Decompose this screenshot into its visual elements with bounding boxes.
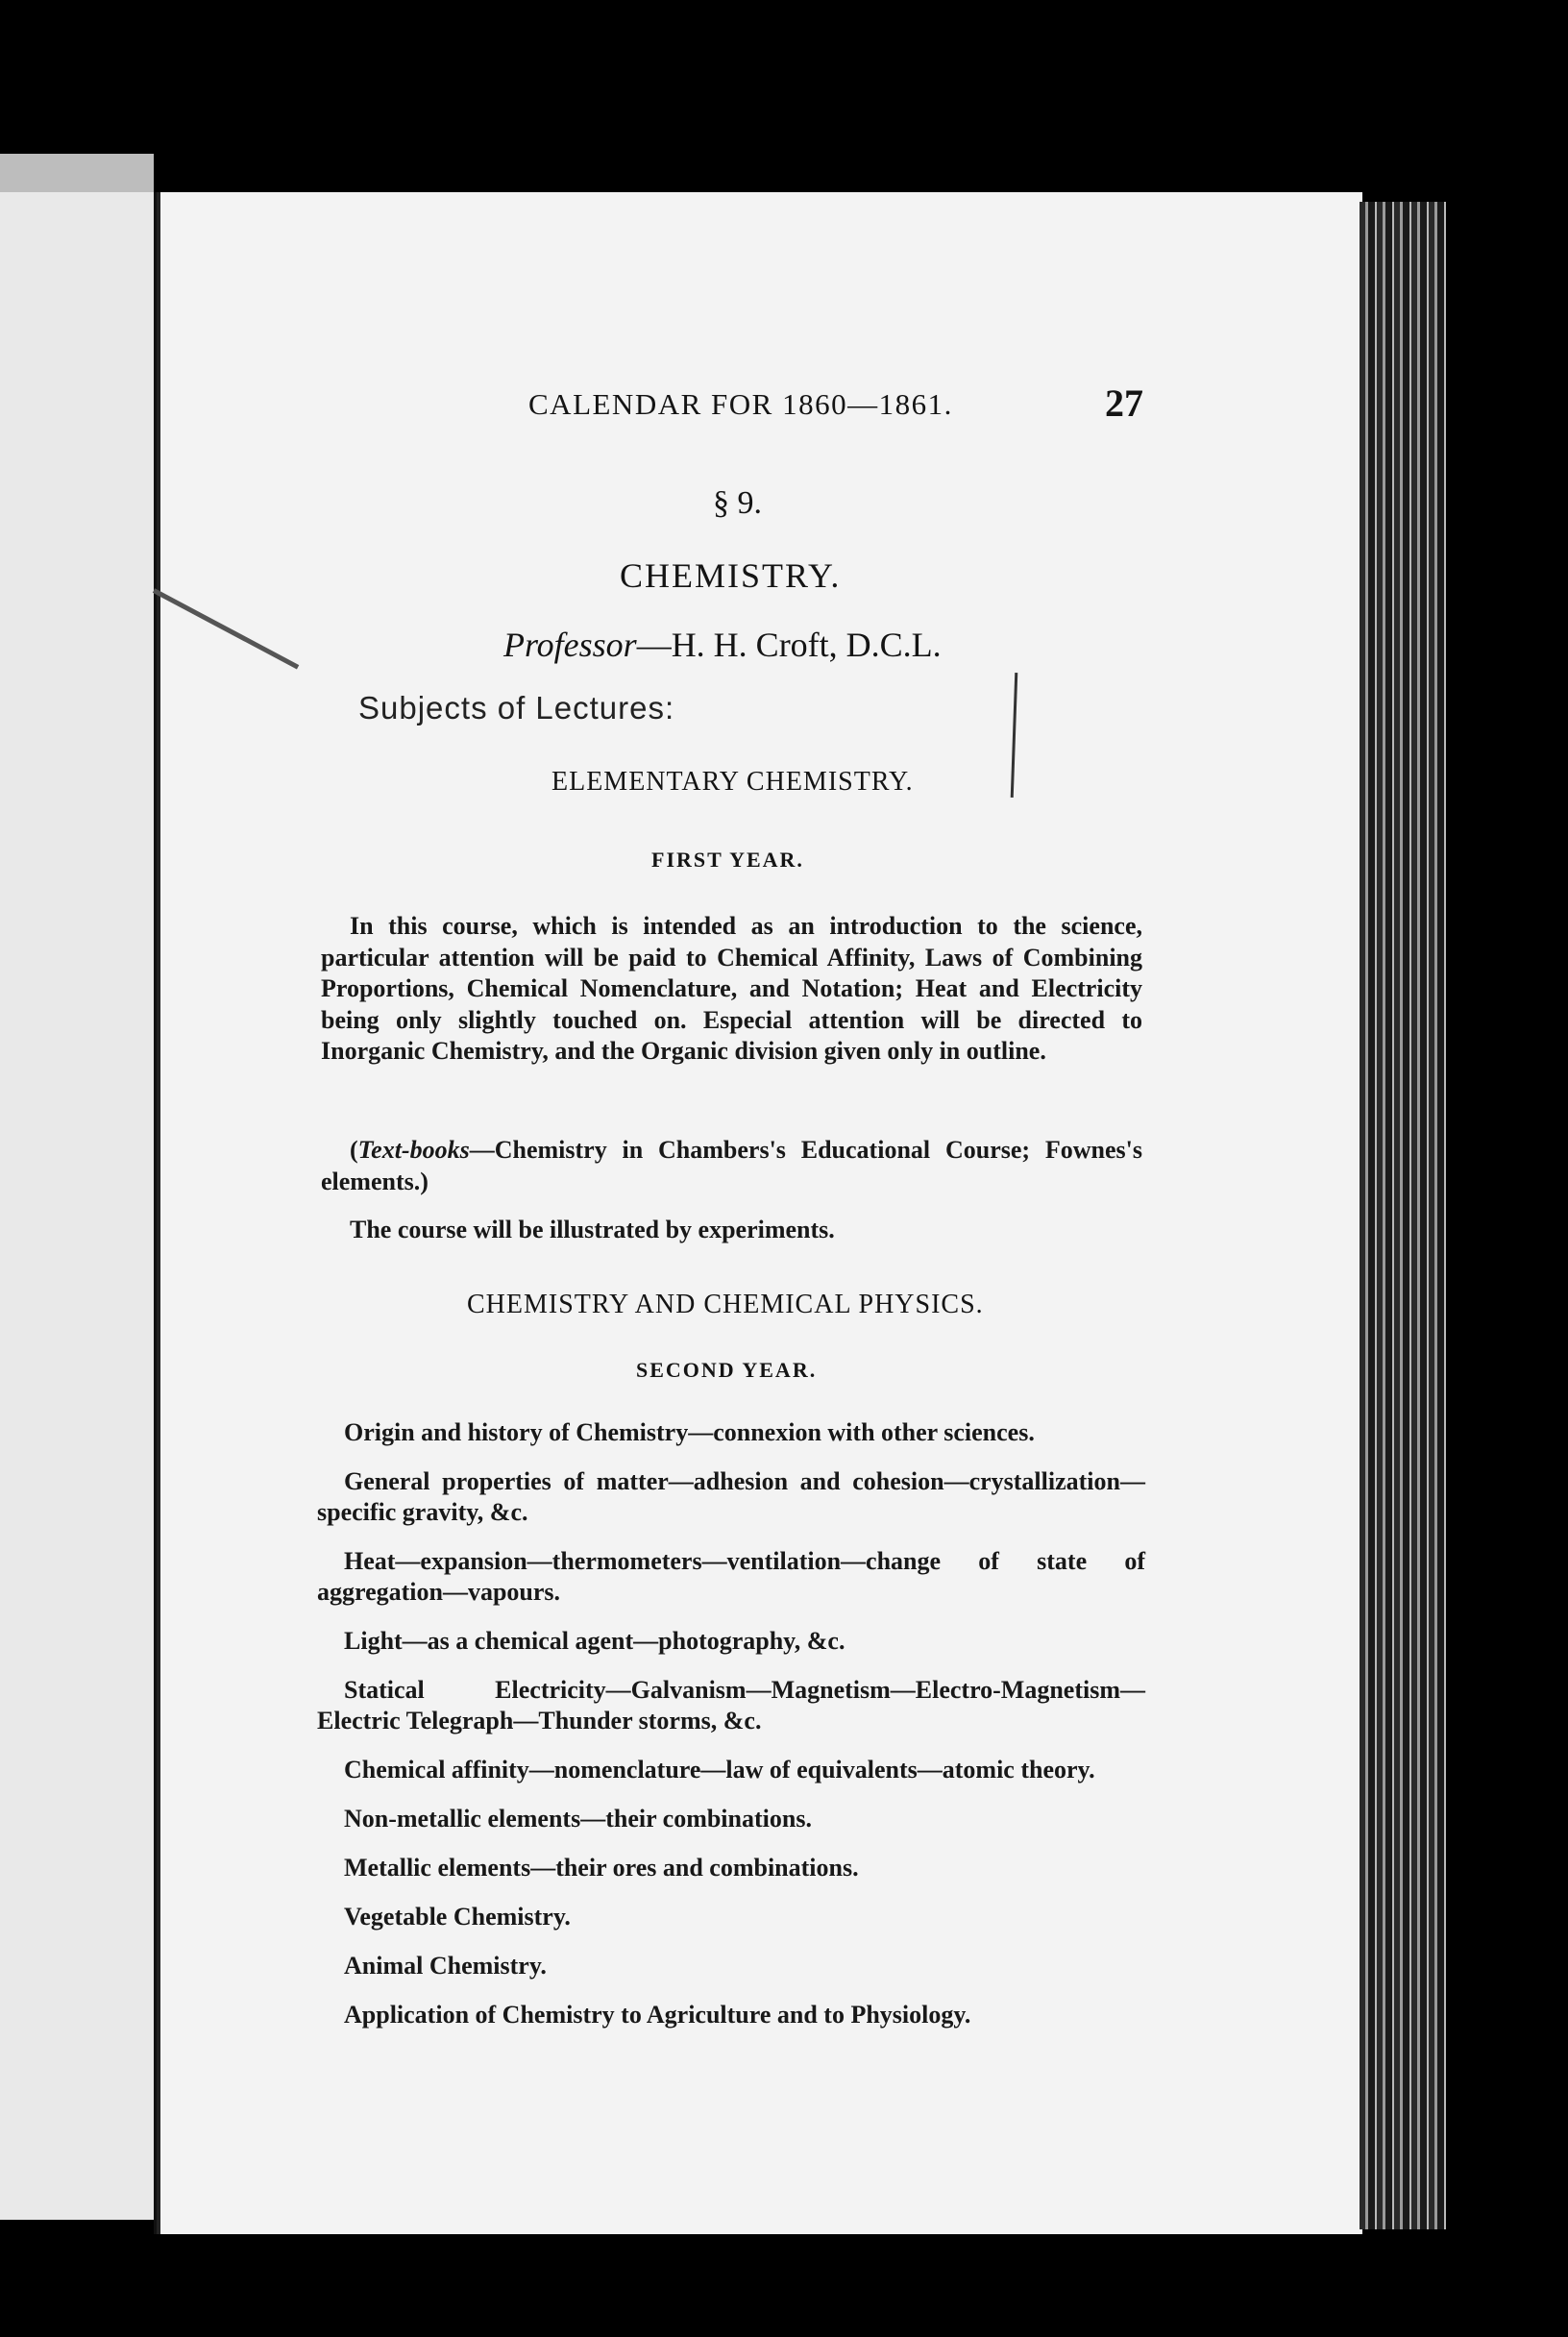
textbooks-paragraph xyxy=(321,1135,1142,1197)
topic-item: Light—as a chemical agent—photography, &c. xyxy=(344,1627,845,1655)
topic-item: Vegetable Chemistry. xyxy=(344,1903,571,1931)
section-number: § 9. xyxy=(713,485,762,521)
professor-role: Professor xyxy=(503,626,637,664)
topic-item: Non-metallic elements—their combinations. xyxy=(344,1805,812,1833)
topic-item: Animal Chemistry. xyxy=(344,1952,547,1980)
elementary-heading: ELEMENTARY CHEMISTRY. xyxy=(551,767,914,797)
page-number: 27 xyxy=(1105,381,1143,425)
page-edges xyxy=(1360,202,1446,2229)
topic-item: Origin and history of Chemistry—connexion with other sciences. xyxy=(344,1418,1035,1446)
topic-list xyxy=(317,1417,1145,2049)
topic-item: General properties of matter—adhesion and cohesion—crystallization—specific gravity, &c. xyxy=(317,1467,1145,1526)
textbooks-label: Text-books xyxy=(357,1136,470,1164)
second-year-heading: SECOND YEAR. xyxy=(636,1358,818,1382)
facing-page-fragment xyxy=(0,154,154,2220)
chemical-physics-heading: CHEMISTRY AND CHEMICAL PHYSICS. xyxy=(467,1290,984,1319)
textbooks-rest: —Chemistry in Chambers's Educational Course; Fownes's elements.) xyxy=(321,1136,1142,1195)
textbooks-open: ( xyxy=(350,1136,358,1164)
topic-item: Chemical affinity—nomenclature—law of equivalents—atomic theory. xyxy=(344,1756,1095,1784)
topic-item: Metallic elements—their ores and combinations. xyxy=(344,1854,859,1882)
first-year-heading: FIRST YEAR. xyxy=(651,848,804,872)
topic-item: Heat—expansion—thermometers—ventilation—change of state of aggregation—vapours. xyxy=(317,1547,1145,1606)
illustrated-paragraph: The course will be illustrated by experiments. xyxy=(350,1216,835,1243)
topic-item: Statical Electricity—Galvanism—Magnetism—Electro-Magnetism—Electric Telegraph—Thunder storms, &c. xyxy=(317,1676,1145,1734)
intro-paragraph: In this course, which is intended as an introduction to the science, particular attention will be paid to Chemical Affinity, Laws of Combining Proportions, Chemical Nomenclature, and Notation; Heat and Electricity being only slightly touched on. Especial attention will be directed to Inorganic Chemistry, and the Organic division given only in outline. xyxy=(321,912,1142,1065)
section-title: CHEMISTRY. xyxy=(620,556,842,595)
professor-name: —H. H. Croft, D.C.L. xyxy=(636,626,942,664)
professor-line xyxy=(503,625,942,665)
lectures-label: Subjects of Lectures: xyxy=(358,690,675,726)
running-title: CALENDAR FOR 1860—1861. xyxy=(528,387,953,421)
gutter-shadow xyxy=(157,192,160,2234)
topic-item: Application of Chemistry to Agriculture and to Physiology. xyxy=(344,2001,971,2029)
